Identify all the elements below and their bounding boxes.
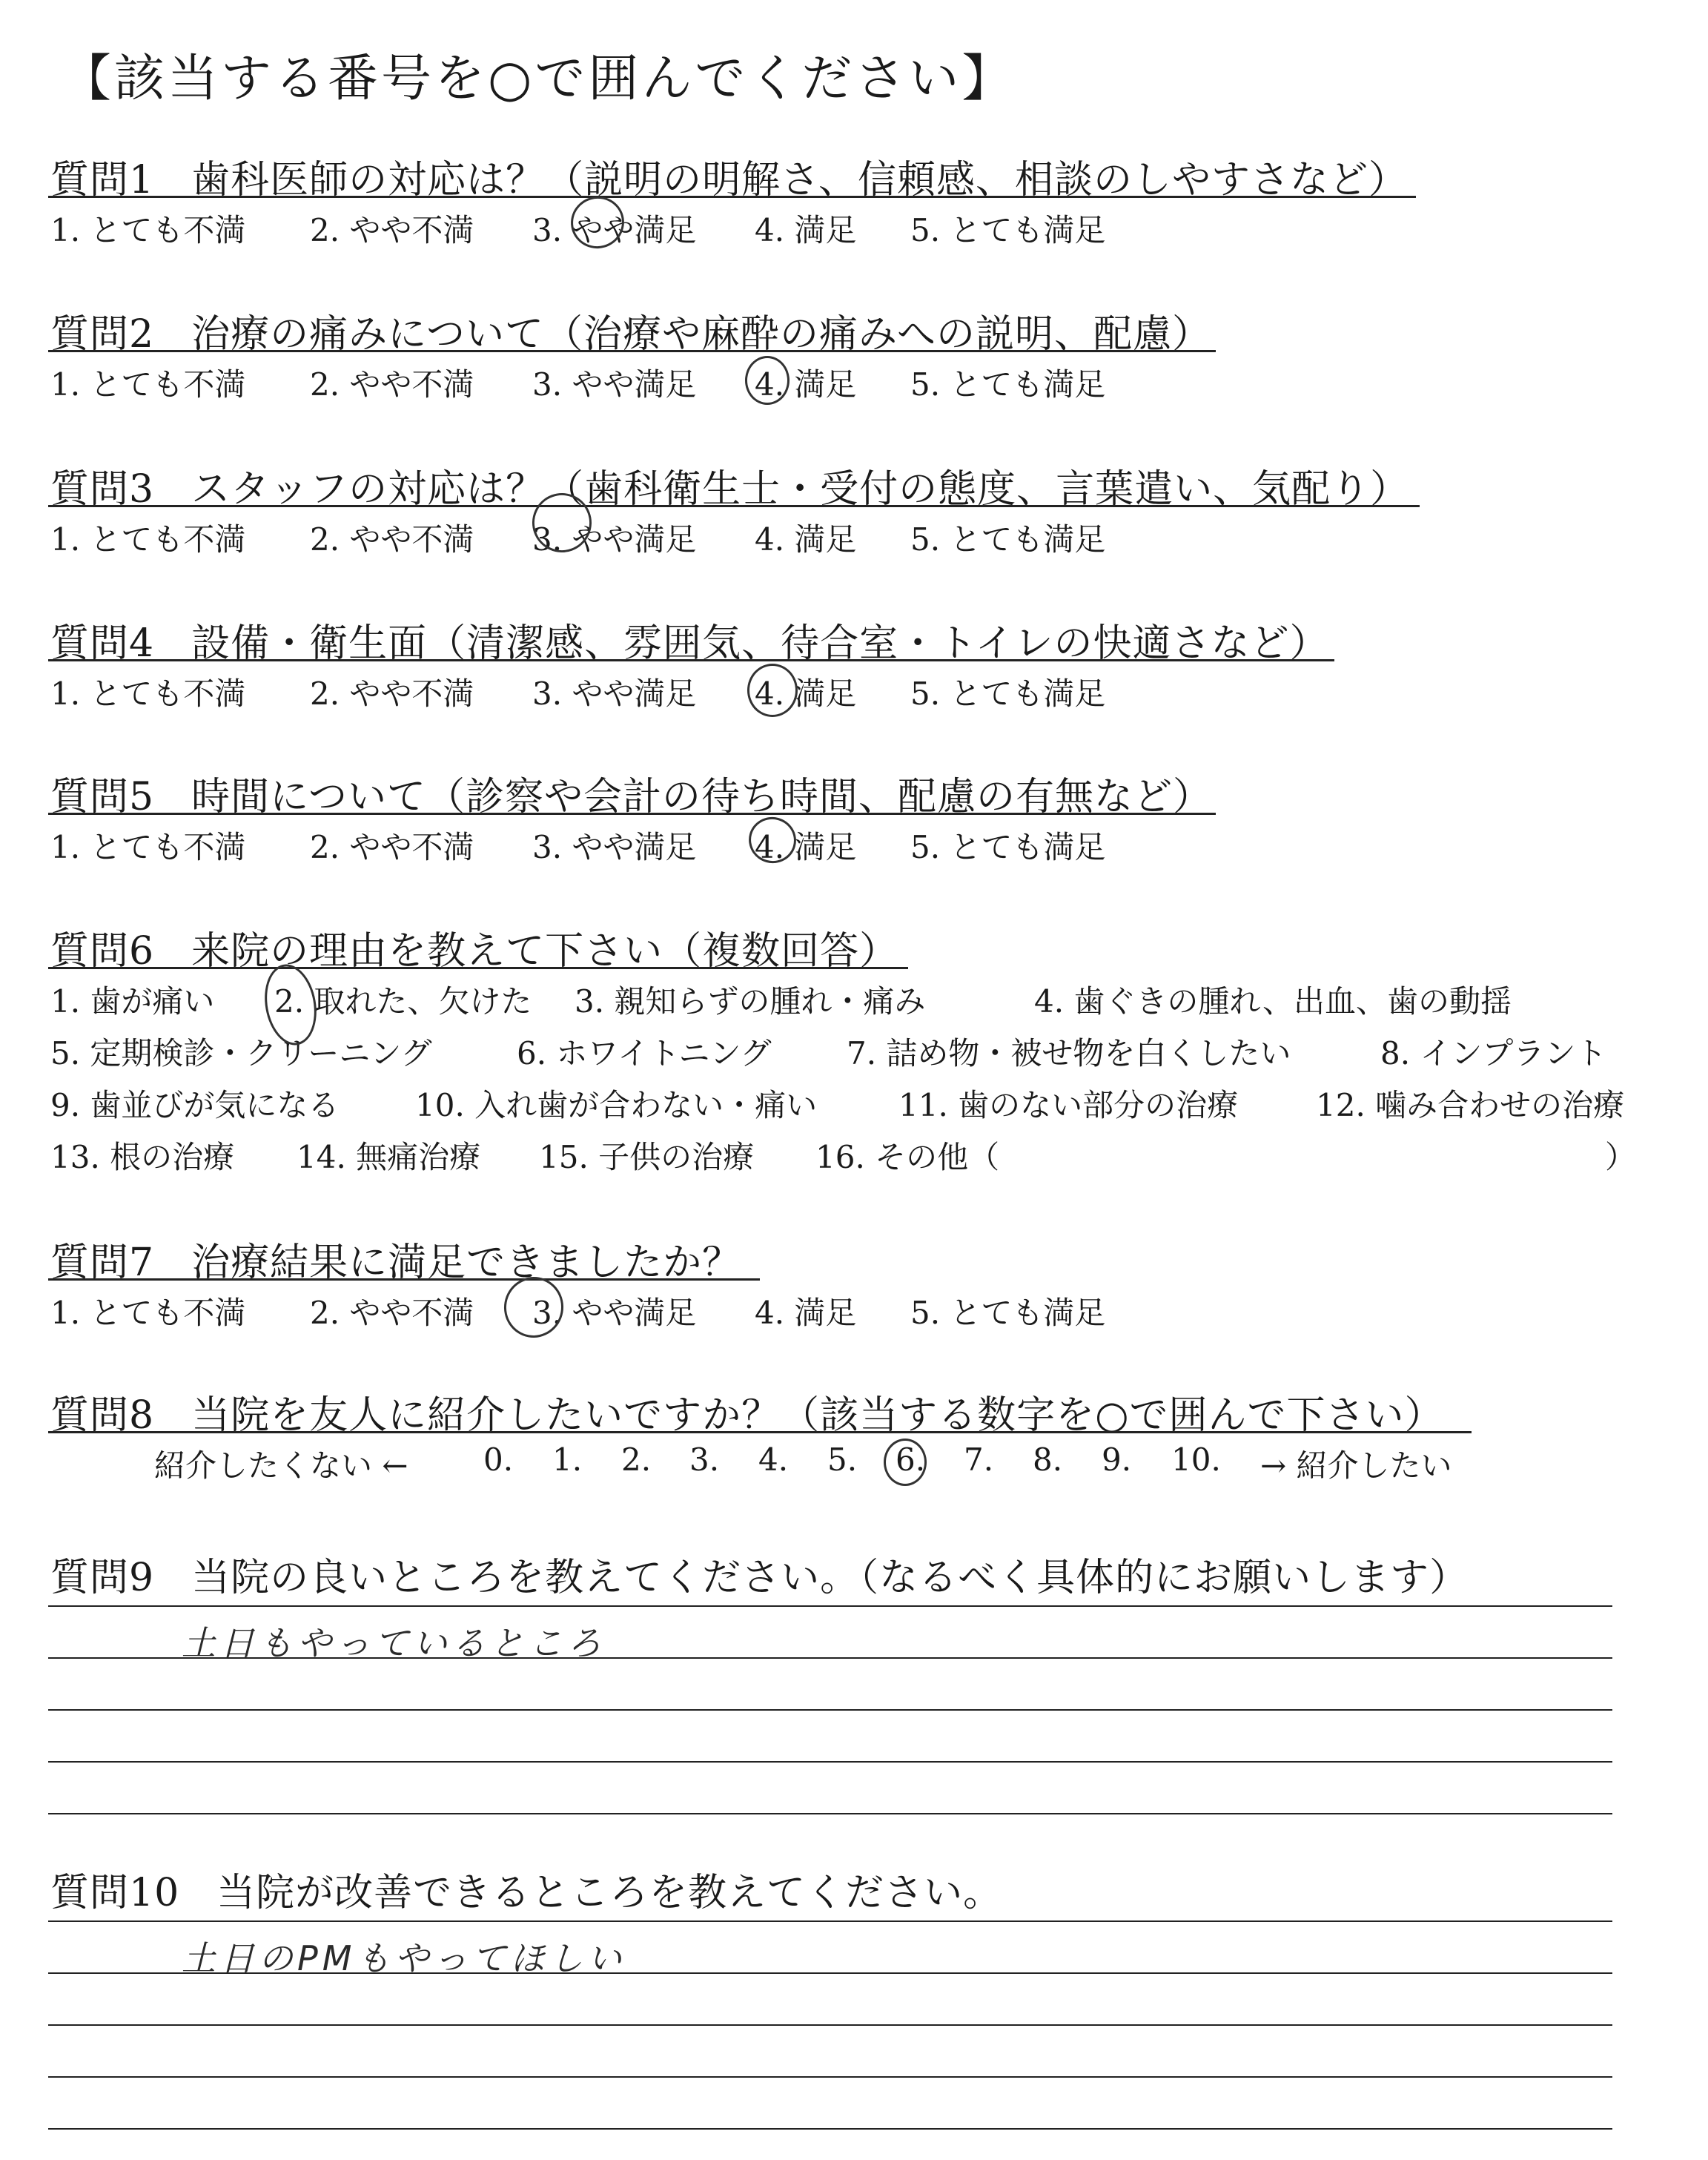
q6-option-12[interactable]: 12. 噛み合わせの治療: [1316, 1087, 1625, 1123]
q6-other-close: ）: [1605, 1139, 1637, 1175]
question-10-label: 質問10: [50, 1871, 180, 1915]
question-4-label: 質問4: [50, 621, 155, 666]
q8-selection-circle: [884, 1439, 927, 1486]
q6-option-1[interactable]: 1. 歯が痛い: [50, 983, 215, 1020]
q6-option-4[interactable]: 4. 歯ぐきの腫れ、出血、歯の動揺: [1034, 983, 1512, 1020]
question-9-text: 当院の良いところを教えてください。（なるべく具体的にお願いします）: [191, 1556, 1469, 1600]
q9-writing-line-1: [48, 1605, 1612, 1607]
q4-option-5[interactable]: 5. とても満足: [910, 676, 1106, 712]
q9-answer[interactable]: 土日もやっているところ: [182, 1623, 606, 1663]
q10-writing-line-5: [48, 2128, 1612, 2130]
q9-writing-line-5: [48, 1813, 1612, 1814]
q6-option-7[interactable]: 7. 詰め物・被せ物を白くしたい: [847, 1035, 1291, 1071]
q8-left-label: 紹介したくない ←: [154, 1447, 408, 1484]
q4-option-1[interactable]: 1. とても不満: [50, 676, 246, 712]
q6-option-15[interactable]: 15. 子供の治療: [539, 1139, 755, 1175]
q5-option-1[interactable]: 1. とても不満: [50, 829, 246, 865]
q6-option-11[interactable]: 11. 歯のない部分の治療: [898, 1087, 1239, 1123]
q3-option-5[interactable]: 5. とても満足: [910, 521, 1106, 558]
q8-option-6[interactable]: 6.: [896, 1441, 926, 1478]
q7-option-5[interactable]: 5. とても満足: [910, 1295, 1106, 1331]
q8-option-4[interactable]: 4.: [758, 1441, 789, 1478]
q6-option-8[interactable]: 8. インプラント: [1380, 1035, 1607, 1071]
q8-option-5[interactable]: 5.: [827, 1441, 858, 1478]
question-4-underline: [48, 659, 1334, 661]
q2-option-4[interactable]: 4. 満足: [755, 366, 857, 403]
q3-option-1[interactable]: 1. とても不満: [50, 521, 246, 558]
q8-option-0[interactable]: 0.: [483, 1441, 514, 1478]
question-3-text: スタッフの対応は？（歯科衛生士・受付の態度、言葉遣い、気配り）: [191, 467, 1410, 512]
question-10-heading: [50, 1861, 1002, 1917]
q8-option-2[interactable]: 2.: [621, 1441, 652, 1478]
question-1-text: 歯科医師の対応は？（説明の明解さ、信頼感、相談のしやすさなど）: [191, 158, 1409, 202]
q1-option-5[interactable]: 5. とても満足: [910, 212, 1106, 248]
q10-answer[interactable]: 土日のPMもやってほしい: [182, 1938, 626, 1978]
q9-writing-line-4: [48, 1761, 1612, 1763]
question-8-underline: [48, 1431, 1472, 1433]
q6-option-14[interactable]: 14. 無痛治療: [297, 1139, 481, 1175]
q10-writing-line-2: [48, 1972, 1612, 1974]
q2-selection-circle: [745, 356, 790, 405]
question-7-underline: [48, 1278, 760, 1281]
q2-option-3[interactable]: 3. やや満足: [532, 366, 697, 403]
q9-writing-line-3: [48, 1709, 1612, 1711]
q2-option-1[interactable]: 1. とても不満: [50, 366, 246, 403]
q6-option-6[interactable]: 6. ホワイトニング: [517, 1035, 772, 1071]
q3-option-3[interactable]: 3. やや満足: [532, 521, 697, 558]
q4-selection-circle: [747, 664, 798, 717]
question-5-label: 質問5: [50, 775, 155, 819]
question-5-text: 時間について（診察や会計の待ち時間、配慮の有無など）: [191, 775, 1213, 819]
q6-option-13[interactable]: 13. 根の治療: [50, 1139, 235, 1175]
question-3-underline: [48, 505, 1420, 507]
question-10-text: 当院が改善できるところを教えてください。: [216, 1871, 1003, 1915]
q1-option-1[interactable]: 1. とても不満: [50, 212, 246, 248]
q5-option-4[interactable]: 4. 満足: [755, 829, 857, 865]
q10-writing-line-4: [48, 2076, 1612, 2078]
q2-option-2[interactable]: 2. やや不満: [310, 366, 474, 403]
question-4-text: 設備・衛生面（清潔感、雰囲気、待合室・トイレの快適さなど）: [191, 621, 1329, 666]
q3-option-2[interactable]: 2. やや不満: [310, 521, 474, 558]
q10-writing-line-3: [48, 2024, 1612, 2026]
q2-option-5[interactable]: 5. とても満足: [910, 366, 1106, 403]
question-9-label: 質問9: [50, 1556, 155, 1600]
q8-option-8[interactable]: 8.: [1033, 1441, 1063, 1478]
question-9-heading: [50, 1546, 1469, 1602]
q5-option-3[interactable]: 3. やや満足: [532, 829, 697, 865]
question-8-label: 質問8: [50, 1393, 155, 1438]
q1-option-3[interactable]: 3. やや満足: [532, 212, 697, 248]
q1-option-2[interactable]: 2. やや不満: [310, 212, 474, 248]
question-6-text: 来院の理由を教えて下さい（複数回答）: [191, 929, 899, 974]
q5-option-5[interactable]: 5. とても満足: [910, 829, 1106, 865]
q7-option-3[interactable]: 3. やや満足: [532, 1295, 697, 1331]
question-1-underline: [48, 196, 1416, 198]
q7-option-1[interactable]: 1. とても不満: [50, 1295, 246, 1331]
q6-option-3[interactable]: 3. 親知らずの腫れ・痛み: [575, 983, 926, 1020]
q7-option-2[interactable]: 2. やや不満: [310, 1295, 474, 1331]
q6-option-10[interactable]: 10. 入れ歯が合わない・痛い: [415, 1087, 818, 1123]
question-3-label: 質問3: [50, 467, 155, 512]
q8-option-1[interactable]: 1.: [552, 1441, 583, 1478]
q1-option-4[interactable]: 4. 満足: [755, 212, 857, 248]
q5-option-2[interactable]: 2. やや不満: [310, 829, 474, 865]
question-6-label: 質問6: [50, 929, 155, 974]
q6-option-2[interactable]: 2. 取れた、欠けた: [274, 983, 532, 1020]
question-2-label: 質問2: [50, 312, 155, 357]
question-6-underline: [48, 967, 908, 969]
page-title: 【該当する番号を○で囲んでください】: [61, 50, 1016, 108]
q3-option-4[interactable]: 4. 満足: [755, 521, 857, 558]
question-8-text: 当院を友人に紹介したいですか？（該当する数字を○で囲んで下さい）: [191, 1393, 1444, 1438]
question-2-underline: [48, 350, 1216, 352]
q6-option-16[interactable]: 16. その他（: [815, 1139, 1000, 1175]
q6-option-9[interactable]: 9. 歯並びが気になる: [50, 1087, 340, 1123]
q8-option-3[interactable]: 3.: [689, 1441, 720, 1478]
question-2-text: 治療の痛みについて（治療や麻酔の痛みへの説明、配慮）: [191, 312, 1212, 357]
q4-option-4[interactable]: 4. 満足: [755, 676, 857, 712]
question-7-label: 質問7: [50, 1241, 155, 1285]
q10-writing-line-1: [48, 1920, 1612, 1922]
q7-option-4[interactable]: 4. 満足: [755, 1295, 857, 1331]
q8-option-10[interactable]: 10.: [1171, 1441, 1221, 1478]
q4-option-2[interactable]: 2. やや不満: [310, 676, 474, 712]
question-6-options: [0, 977, 1708, 1200]
question-7-text: 治療結果に満足できましたか？: [191, 1241, 742, 1285]
q8-option-7[interactable]: 7.: [964, 1441, 994, 1478]
question-1-label: 質問1: [50, 158, 155, 202]
q4-option-3[interactable]: 3. やや満足: [532, 676, 697, 712]
q9-writing-line-2: [48, 1657, 1612, 1659]
q8-option-9[interactable]: 9.: [1102, 1441, 1132, 1478]
q8-right-label: → 紹介したい: [1260, 1447, 1452, 1484]
q6-option-5[interactable]: 5. 定期検診・クリーニング: [50, 1035, 432, 1071]
question-5-underline: [48, 813, 1216, 815]
